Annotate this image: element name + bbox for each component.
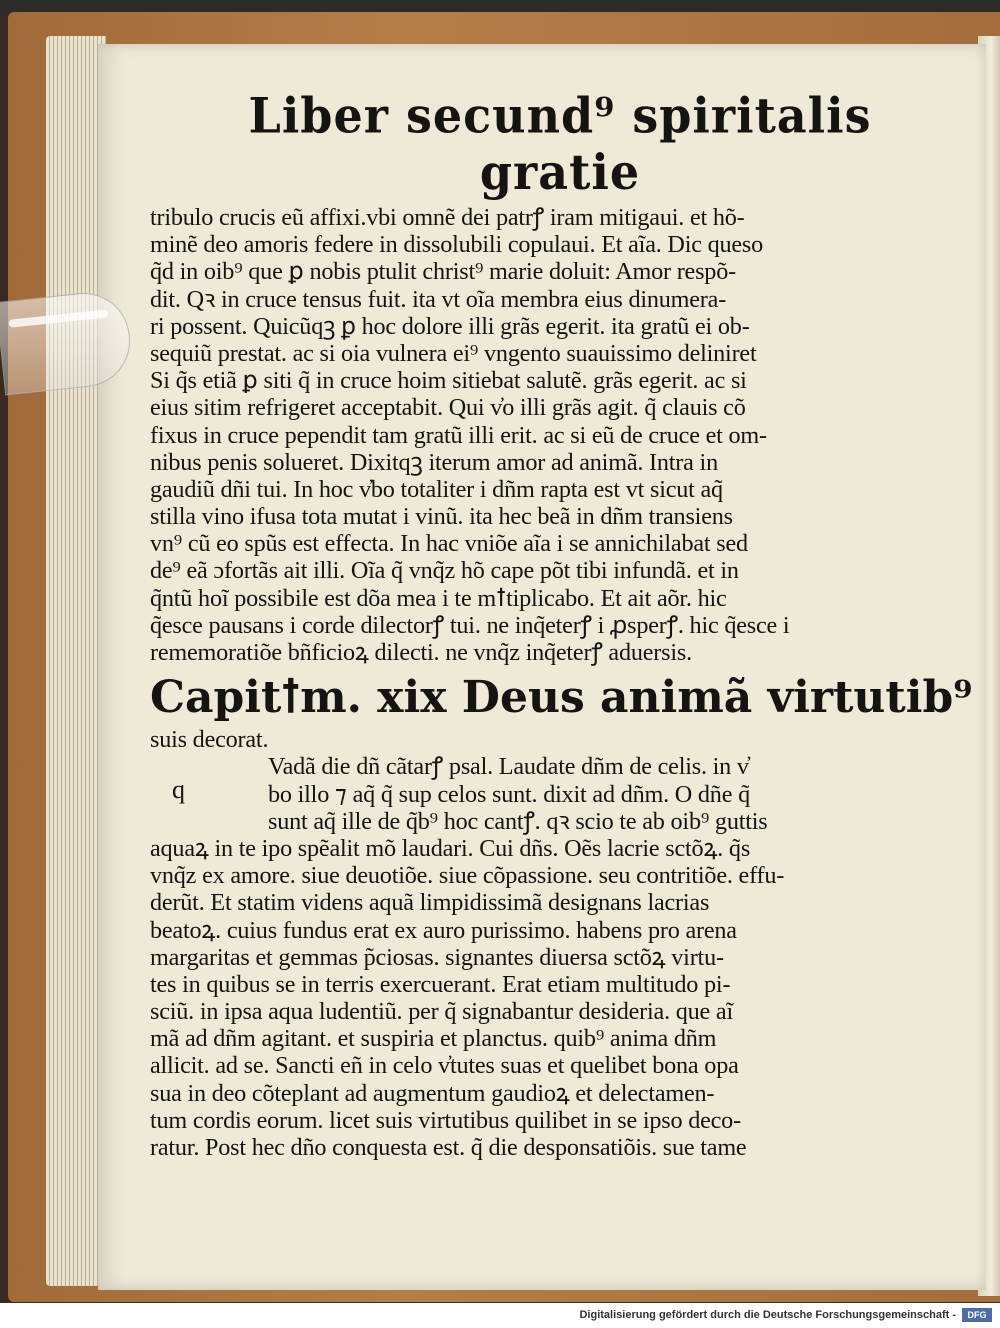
text-line: fixus in cruce pependit tam gratũ illi erit. ac si eũ de cruce et om- xyxy=(150,421,767,449)
text-line: aquaꝝ in te ipo spẽalit mõ laudari. Cui dñs. Oẽs lacrie sctõꝝ. q̃s xyxy=(150,834,751,862)
text-line: nibus penis solueret. Dixitqꝫ iterum amor ad animã. Intra in xyxy=(150,448,718,476)
text-line: de⁹ eã ɔfortãs ait illi. Oĩa q̃ vnq̃z hõ cape põt tibi infundã. et in xyxy=(150,557,739,585)
initial-letter: q xyxy=(172,775,185,805)
text-line: minẽ deo amoris federe in dissolubili copulaui. Et aĩa. Dic queso xyxy=(150,231,764,259)
text-paragraph-2-indented xyxy=(150,753,890,835)
text-line: eius sitim refrigeret acceptabit. Qui v̓o illi grãs agit. q̃ clauis cõ xyxy=(150,394,746,422)
text-line: Vadã die dñ cãtarꝭ psal. Laudate dñm de celis. in v̓ xyxy=(268,753,749,781)
text-line: vn⁹ cũ eo spũs est effecta. In hac vniõe aĩa i se annichilabat sed xyxy=(150,530,748,558)
text-line: sequiũ prestat. ac si oia vulnera ei⁹ vngento suauissimo deliniret xyxy=(150,339,757,367)
text-line: q̃ntũ hoĩ possibile est dõa mea i te mꝉtiplicabo. Et ait aõr. hic xyxy=(150,584,727,612)
text-line: gaudiũ dñi tui. In hoc v̓bo totaliter i dñm rapta est vt sicut aq̃ xyxy=(150,475,723,503)
text-line: tribulo crucis eũ affixi.vbi omnẽ dei patrꝭ iram mitigaui. et hõ- xyxy=(150,204,745,231)
text-line: Si q̃s etiã ꝑ siti q̃ in cruce hoim sitiebat salutẽ. grãs egerit. ac si xyxy=(150,367,747,395)
text-line: vnq̃z ex amore. siue deuotiõe. siue cõpassione. seu contritiõe. effu- xyxy=(150,862,785,890)
text-line: mã ad dñm agitant. et suspiria et planctus. quib⁹ anima dñm xyxy=(150,1025,717,1053)
dfg-logo: DFG xyxy=(962,1308,992,1322)
text-line: stilla vino ifusa tota mutat i vinũ. ita hec beã in dñm transiens xyxy=(150,503,733,531)
text-line: bo illo ⁊ aq̃ q̃ sup celos sunt. dixit ad dñm. O dñe q̃ xyxy=(268,780,750,808)
text-line: sciũ. in ipsa aqua ludentiũ. per q̃ signabantur desideria. que aĩ xyxy=(150,998,733,1026)
text-line: tum cordis eorum. licet suis virtutibus quilibet in se ipso deco- xyxy=(150,1106,741,1134)
text-line: derũt. Et statim videns aquã limpidissimã designans lacrias xyxy=(150,889,710,917)
text-line: margaritas et gemmas p̃ciosas. signantes diuersa sctõꝝ virtu- xyxy=(150,943,724,971)
text-line: q̃d in oib⁹ que ꝑ nobis ptulit christ⁹ marie doluit: Amor respõ- xyxy=(150,258,736,286)
page-edges xyxy=(46,36,106,1286)
text-line: sua in deo cõteplant ad augmentum gaudioꝝ et delectamen- xyxy=(150,1079,715,1107)
text-line: rememoratiõe bñficioꝝ dilecti. ne vnq̃z inq̃eterꝭ aduersis. xyxy=(150,639,692,666)
text-paragraph-3 xyxy=(150,835,890,1161)
page-text xyxy=(150,87,973,1161)
digitization-credit: Digitalisierung gefördert durch die Deutsche Forschungsgemeinschaft - xyxy=(579,1309,956,1321)
text-line: allicit. ad se. Sancti eñ in celo v̓tutes suas et quelibet bona opa xyxy=(150,1052,739,1080)
text-paragraph-1 xyxy=(150,204,890,666)
text-line: ri possent. Quicũqꝫ ꝑ hoc dolore illi grãs egerit. ita gratũ ei ob- xyxy=(150,312,750,340)
text-line: ratur. Post hec dño conquesta est. q̃ die desponsatiõis. sue tame xyxy=(150,1134,747,1161)
chapter-subline: suis decorat. xyxy=(150,726,269,754)
text-line: sunt aq̃ ille de q̃b⁹ hoc cantꝭ. qꝛ scio te ab oib⁹ guttis xyxy=(268,807,768,835)
text-line: dit. Qꝛ in cruce tensus fuit. ita vt oĩa membra eius dinumera- xyxy=(150,285,727,313)
drop-initial-block xyxy=(150,753,890,835)
chapter-heading: Capitꝉm. xix Deus animã virtutib⁹ xyxy=(150,672,973,724)
text-line: beatoꝝ. cuius fundus erat ex auro purissimo. habens pro arena xyxy=(150,916,737,944)
text-line: q̃esce pausans i corde dilectorꝭ tui. ne inq̃eterꝭ i ꝓsperꝭ. hic q̃esce i xyxy=(150,611,790,639)
running-head: Liber secund⁹ spiritalis gratie xyxy=(248,87,872,201)
text-line: tes in quibus se in terris exercuerant. Erat etiam multitudo pi- xyxy=(150,970,731,998)
